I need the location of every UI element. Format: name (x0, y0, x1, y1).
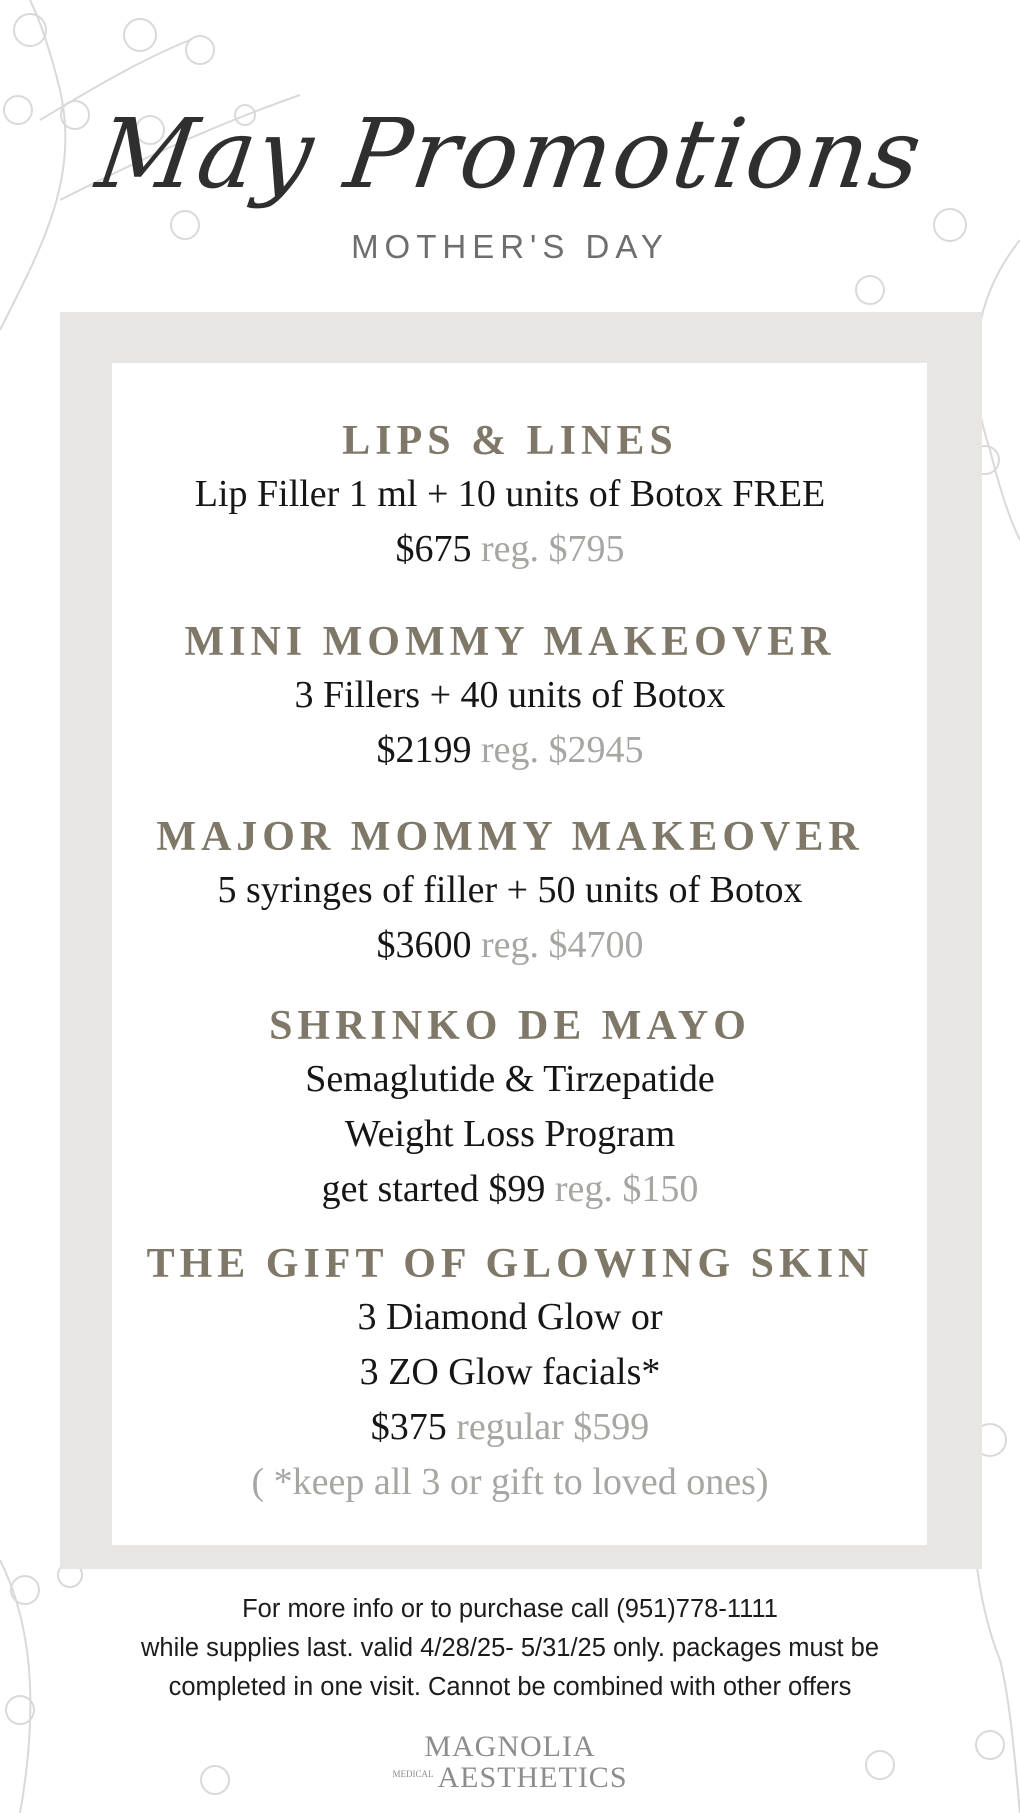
promo-heading: LIPS & LINES (342, 418, 678, 464)
logo-wordmark-bottom (0, 1762, 1020, 1800)
promo-price-prefix: get started (321, 1168, 479, 1210)
footer-terms-line: completed in one visit. Cannot be combined with other offers (168, 1673, 852, 1701)
footer-info (0, 1590, 1020, 1707)
promo-price-line (0, 1400, 1020, 1455)
promo-regular-price: reg. $150 (554, 1168, 699, 1210)
promo-heading: MAJOR MOMMY MAKEOVER (156, 814, 864, 860)
promo-description: Lip Filler 1 ml + 10 units of Botox FREE (194, 473, 826, 515)
promo-price: $99 (488, 1168, 546, 1210)
promo-shrinko-de-mayo (0, 1000, 1020, 1217)
promo-regular-price: reg. $4700 (480, 924, 644, 966)
promo-price: $375 (370, 1406, 447, 1448)
promo-description: 3 Fillers + 40 units of Botox (294, 674, 726, 716)
promo-description: 5 syringes of filler + 50 units of Botox (217, 869, 803, 911)
promo-price: $2199 (376, 729, 472, 771)
logo-bottom-text: AESTHETICS (437, 1761, 628, 1794)
promo-price: $3600 (376, 924, 472, 966)
promo-note: ( *keep all 3 or gift to loved ones) (251, 1461, 769, 1503)
promo-lips-lines (0, 415, 1020, 577)
promo-description: 3 Diamond Glow or (357, 1296, 663, 1338)
promo-regular-price: regular $599 (456, 1406, 650, 1448)
promo-description: Semaglutide & Tirzepatide (305, 1058, 715, 1100)
promo-price: $675 (395, 528, 472, 570)
footer-terms-line: while supplies last. valid 4/28/25- 5/31/25 only. packages must be (140, 1634, 880, 1662)
promo-heading: MINI MOMMY MAKEOVER (184, 619, 836, 665)
promo-regular-price: reg. $795 (480, 528, 625, 570)
promo-price-line (0, 723, 1020, 778)
promo-heading: THE GIFT OF GLOWING SKIN (146, 1241, 874, 1287)
promo-regular-price: reg. $2945 (480, 729, 644, 771)
promo-major-mommy-makeover (0, 811, 1020, 973)
promo-price-line (0, 522, 1020, 577)
promo-mini-mommy-makeover (0, 616, 1020, 778)
brand-logo (0, 1732, 1020, 1800)
promo-gift-of-glowing-skin (0, 1238, 1020, 1510)
page-subtitle: MOTHER'S DAY (351, 228, 669, 265)
promo-description: 3 ZO Glow facials* (359, 1351, 661, 1393)
promo-heading: SHRINKO DE MAYO (269, 1003, 751, 1049)
promo-price-line (0, 918, 1020, 973)
logo-small-text: MEDICAL (392, 1769, 434, 1779)
promo-price-line (0, 1162, 1020, 1217)
logo-wordmark-top: MAGNOLIA (424, 1730, 596, 1763)
footer-contact-line: For more info or to purchase call (951)778-1111 (242, 1595, 778, 1623)
page-title: May Promotions (90, 98, 930, 210)
promo-description: Weight Loss Program (344, 1113, 676, 1155)
